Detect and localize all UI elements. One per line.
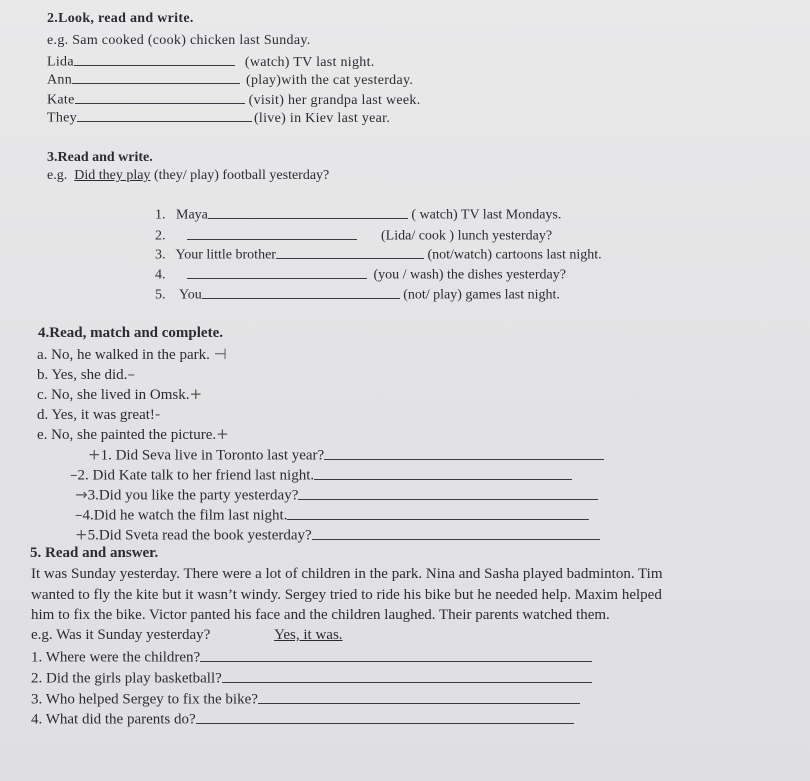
ex2-row-1 bbox=[47, 52, 375, 71]
answer-blank[interactable] bbox=[187, 265, 367, 279]
ex4-answer-e bbox=[37, 425, 229, 444]
ex3-row-2 bbox=[155, 226, 552, 245]
ex2-hint: (live) in Kiev last year. bbox=[253, 110, 391, 126]
ex4-title: 4.Read, match and complete. bbox=[38, 325, 223, 341]
ex2-subject: Ann bbox=[47, 72, 73, 88]
ex4-question-2 bbox=[70, 465, 572, 485]
ex5-question-1 bbox=[31, 647, 592, 667]
ex3-hint: ( watch) TV last Mondays. bbox=[411, 207, 562, 223]
ex5-question-4 bbox=[31, 709, 574, 729]
pencil-mark: – bbox=[70, 465, 78, 484]
answer-text: d. Yes, it was great! bbox=[37, 407, 155, 423]
ex2-example: e.g. Sam cooked (cook) chicken last Sunday. bbox=[47, 33, 311, 48]
ex4-question-4 bbox=[75, 505, 589, 525]
ex3-subject: Maya bbox=[176, 207, 208, 223]
ex2-subject: Lida bbox=[47, 54, 74, 70]
pencil-mark: – bbox=[127, 365, 135, 383]
ex2-row-2 bbox=[47, 70, 413, 89]
answer-blank[interactable] bbox=[200, 647, 592, 662]
pencil-mark: + bbox=[75, 525, 88, 544]
answer-blank[interactable] bbox=[187, 226, 357, 240]
ex4-question-1 bbox=[88, 445, 604, 465]
ex5-example bbox=[31, 627, 343, 644]
answer-blank[interactable] bbox=[202, 285, 400, 299]
question-text: 5.Did Sveta read the book yesterday? bbox=[87, 527, 312, 544]
ex3-hint: (you / wash) the dishes yesterday? bbox=[373, 267, 566, 283]
answer-blank[interactable] bbox=[287, 505, 589, 520]
ex5-text-line-3: him to fix the bike. Victor panted his face and the children laughed. Their parents watched them. bbox=[31, 607, 610, 623]
ex3-hint: (not/watch) cartoons last night. bbox=[427, 247, 602, 263]
ex3-row-4 bbox=[155, 265, 566, 284]
question-text: 3.Did you like the party yesterday? bbox=[87, 487, 299, 504]
ex2-row-3 bbox=[47, 90, 421, 109]
ex3-example-prefix: e.g. bbox=[47, 168, 68, 183]
ex5-text-line-2: wanted to fly the kite but it wasn’t windy. Sergey tried to ride his bike but he needed help. Maxim helped bbox=[31, 587, 662, 603]
question-text: 2. Did the girls play basketball? bbox=[31, 670, 222, 687]
answer-blank[interactable] bbox=[75, 90, 245, 104]
answer-blank[interactable] bbox=[314, 465, 572, 480]
ex3-subject: You bbox=[178, 287, 202, 303]
ex5-title: 5. Read and answer. bbox=[30, 545, 159, 561]
ex3-title: 3.Read and write. bbox=[47, 150, 153, 165]
pencil-mark: - bbox=[154, 405, 161, 423]
ex3-row-5 bbox=[155, 285, 560, 304]
ex5-example-question: e.g. Was it Sunday yesterday? bbox=[31, 627, 211, 643]
ex4-answer-b bbox=[37, 365, 135, 384]
pencil-mark: – bbox=[75, 505, 83, 524]
ex5-question-2 bbox=[31, 668, 592, 688]
answer-blank[interactable] bbox=[324, 445, 604, 460]
ex5-question-3 bbox=[31, 689, 580, 709]
question-text: 4.Did he watch the film last night. bbox=[82, 507, 288, 524]
question-text: 3. Who helped Sergey to fix the bike? bbox=[31, 691, 258, 708]
ex5-example-answer: Yes, it was. bbox=[274, 627, 343, 643]
ex4-question-3 bbox=[75, 485, 598, 505]
answer-text: a. No, he walked in the park. bbox=[37, 347, 210, 363]
ex4-answer-c bbox=[37, 385, 202, 404]
pencil-mark: + bbox=[88, 445, 101, 464]
ex3-example bbox=[47, 168, 329, 184]
ex4-answer-a bbox=[37, 345, 227, 364]
ex2-hint: (visit) her grandpa last week. bbox=[248, 92, 421, 108]
ex4-answer-d bbox=[37, 405, 160, 424]
ex3-hint: (Lida/ cook ) lunch yesterday? bbox=[381, 228, 553, 244]
ex2-subject: They bbox=[47, 110, 77, 126]
answer-blank[interactable] bbox=[298, 485, 598, 500]
ex3-subject: Your little brother bbox=[175, 247, 276, 263]
ex3-num: 4. bbox=[155, 267, 166, 283]
ex2-subject: Kate bbox=[47, 92, 75, 108]
ex2-title: 2.Look, read and write. bbox=[47, 11, 194, 26]
question-text: 1. Did Seva live in Toronto last year? bbox=[100, 447, 325, 464]
ex3-num: 1. bbox=[155, 207, 166, 223]
answer-blank[interactable] bbox=[196, 709, 574, 724]
ex2-hint: (watch) TV last night. bbox=[244, 54, 375, 70]
pencil-mark: + bbox=[189, 385, 203, 403]
ex4-question-5 bbox=[75, 525, 600, 545]
ex3-num: 5. bbox=[155, 287, 166, 303]
answer-blank[interactable] bbox=[222, 668, 592, 683]
answer-blank[interactable] bbox=[208, 205, 408, 219]
ex2-hint: (play)with the cat yesterday. bbox=[246, 72, 414, 88]
pencil-mark: + bbox=[216, 425, 229, 443]
answer-blank[interactable] bbox=[258, 689, 580, 704]
question-text: 2. Did Kate talk to her friend last night. bbox=[77, 467, 315, 484]
ex3-hint: (not/ play) games last night. bbox=[403, 287, 560, 303]
ex3-num: 2. bbox=[155, 228, 166, 244]
ex3-row-1 bbox=[155, 205, 561, 224]
ex5-text-line-1: It was Sunday yesterday. There were a lot of children in the park. Nina and Sasha played badminton. Tim bbox=[31, 566, 663, 582]
question-text: 4. What did the parents do? bbox=[31, 711, 196, 728]
answer-blank[interactable] bbox=[276, 245, 424, 259]
ex3-example-hint: (they/ play) football yesterday? bbox=[153, 168, 330, 183]
ex2-row-4 bbox=[47, 108, 390, 127]
ex3-row-3 bbox=[155, 245, 602, 264]
answer-blank[interactable] bbox=[312, 525, 600, 540]
answer-blank[interactable] bbox=[77, 108, 252, 122]
pencil-mark: ⊣ bbox=[213, 345, 227, 363]
answer-blank[interactable] bbox=[72, 70, 240, 84]
answer-blank[interactable] bbox=[74, 52, 235, 66]
ex3-num: 3. bbox=[155, 247, 166, 263]
answer-text: b. Yes, she did. bbox=[37, 367, 128, 383]
answer-text: e. No, she painted the picture. bbox=[37, 427, 217, 443]
ex3-example-answer: Did they play bbox=[74, 168, 151, 183]
question-text: 1. Where were the children? bbox=[31, 649, 201, 666]
pencil-mark: → bbox=[75, 485, 88, 504]
answer-text: c. No, she lived in Omsk. bbox=[37, 387, 190, 403]
